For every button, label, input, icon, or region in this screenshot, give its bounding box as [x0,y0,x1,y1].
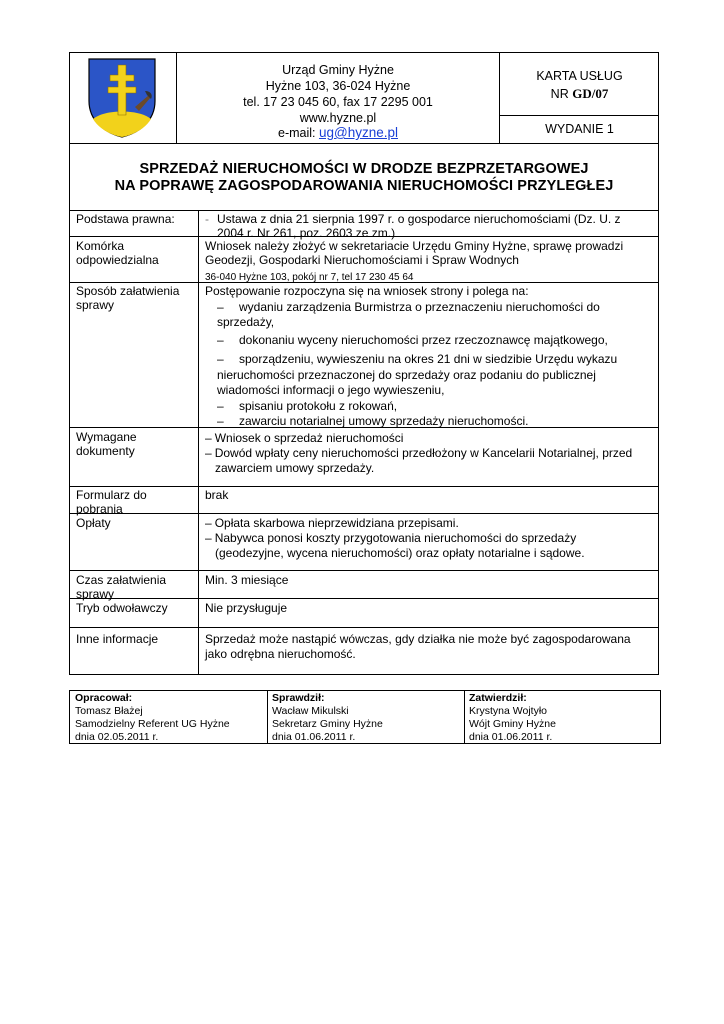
procedure-label [76,284,200,312]
procedure-intro: Postępowanie rozpoczyna się na wniosek strony i polega na: [205,284,529,298]
time-label-line-2: sprawy [76,587,115,601]
procedure-item-1-cont: sprzedaży, [217,315,275,329]
legal-basis-line-2: 2004 r. Nr 261, poz. 2603 ze zm.) [217,226,396,240]
unit-line-3: 36-040 Hyżne 103, pokój nr 7, tel 17 230 45 64 [205,272,414,283]
checked-date: dnia 01.06.2011 r. [272,731,356,743]
other-line-2: jako odrębna nieruchomość. [205,647,356,661]
card-number-prefix: NR [550,87,573,101]
title-line-1: SPRZEDAŻ NIERUCHOMOŚCI W DRODZE BEZPRZETARGOWEJ [139,161,589,177]
fees-label: Opłaty [76,516,111,530]
documents-item-1: – Wniosek o sprzedaż nieruchomości [205,431,404,445]
procedure-item-3: – sporządzeniu, wywieszeniu na okres 21 dni w siedzibie Urzędu wykazu [217,352,618,366]
form-label-line-1: Formularz do [76,488,147,502]
unit-line-2: Geodezji, Gospodarki Nieruchomościami i Spraw Wodnych [205,253,519,267]
legal-basis-marker: - [205,212,209,226]
checked-block [272,692,462,744]
fees-item-2-cont: (geodezyjne, wycena nieruchomości) oraz opłaty notarialne i sądowe. [215,546,585,560]
legal-basis-line-1: Ustawa z dnia 21 sierpnia 1997 r. o gospodarce nieruchomościami (Dz. U. z [217,212,621,226]
procedure-label-line-1: Sposób załatwienia [76,284,180,298]
appeal-value: Nie przysługuje [205,601,288,615]
row-divider [69,570,659,571]
time-label [76,573,200,601]
other-label: Inne informacje [76,632,159,646]
approved-name: Krystyna Wojtyło [469,705,547,717]
row-divider [69,486,659,487]
email-label: e-mail: [278,126,319,140]
office-phone: tel. 17 23 045 60, fax 17 2295 001 [243,95,433,109]
procedure-item-5: – zawarciu notarialnej umowy sprzedaży nieruchomości. [217,414,529,428]
unit-label-line-1: Komórka [76,239,125,253]
prepared-date: dnia 02.05.2011 r. [75,731,159,743]
documents-label-line-1: Wymagane [76,430,137,444]
time-value: Min. 3 miesiące [205,573,289,587]
unit-value [205,239,657,284]
office-address: Hyżne 103, 36-024 Hyżne [265,79,411,93]
other-line-1: Sprzedaż może nastąpić wówczas, gdy działka nie może być zagospodarowana [205,632,631,646]
title-line-2: NA POPRAWĘ ZAGOSPODAROWANIA NIERUCHOMOŚCI PRZYLEGŁEJ [114,178,614,194]
approved-heading: Zatwierdził: [469,692,527,704]
procedure-label-line-2: sprawy [76,298,115,312]
form-label-line-2: pobrania [76,502,123,516]
card-number [500,86,659,103]
checked-name: Wacław Mikulski [272,705,349,717]
prepared-heading: Opracował: [75,692,133,704]
appeal-label: Tryb odwoławczy [76,601,168,615]
prepared-block [75,692,265,744]
time-label-line-1: Czas załatwienia [76,573,167,587]
office-email [177,125,499,142]
fees-item-2: – Nabywca ponosi koszty przygotowania nieruchomości do sprzedaży [205,531,577,545]
checked-role: Sekretarz Gminy Hyżne [272,718,383,730]
prepared-name: Tomasz Błażej [75,705,143,717]
card-number-value: GD/07 [572,86,609,101]
office-website[interactable]: www.hyzne.pl [299,111,377,125]
documents-label [76,430,200,458]
fees-item-1: – Opłata skarbowa nieprzewidziana przepisami. [205,516,459,530]
procedure-value [205,284,657,430]
procedure-item-3-cont-1: nieruchomości przeznaczonej do sprzedaży oraz podaniu do publicznej [217,367,596,382]
card-title: KARTA USŁUG [536,69,623,83]
legal-basis-label: Podstawa prawna: [76,212,175,226]
unit-label-line-2: odpowiedzialna [76,253,159,267]
fees-value [205,516,657,561]
signature-divider-2 [464,690,465,744]
form-value: brak [205,488,229,502]
documents-value [205,431,657,476]
approved-block [469,692,659,744]
legal-basis-value [205,212,657,240]
edition: WYDANIE 1 [545,122,614,136]
checked-heading: Sprawdził: [272,692,325,704]
documents-item-2-cont: zawarciem umowy sprzedaży. [215,461,375,475]
procedure-item-2: – dokonaniu wyceny nieruchomości przez rzeczoznawcę majątkowego, [217,332,608,347]
approved-role: Wójt Gminy Hyżne [469,718,556,730]
unit-line-1: Wniosek należy złożyć w sekretariacie Urzędu Gminy Hyżne, sprawę prowadzi [205,239,624,253]
other-value [205,632,657,662]
unit-label [76,239,200,267]
approved-date: dnia 01.06.2011 r. [469,731,553,743]
documents-item-2: – Dowód wpłaty ceny nieruchomości przedłożony w Kancelarii Notarialnej, przed [205,446,633,460]
office-name: Urząd Gminy Hyżne [282,63,394,77]
documents-label-line-2: dokumenty [76,444,135,458]
prepared-role: Samodzielny Referent UG Hyżne [75,718,230,730]
signature-divider-1 [267,690,268,744]
procedure-item-1: – wydaniu zarządzenia Burmistrza o przeznaczeniu nieruchomości do [217,299,600,314]
header-divider-3 [499,115,659,116]
coat-of-arms-icon [87,57,157,139]
row-divider [69,627,659,628]
procedure-item-4: – spisaniu protokołu z rokowań, [217,398,398,413]
procedure-item-3-cont-2: wiadomości informacji o jego wywieszeniu, [217,383,445,397]
form-label [76,488,200,516]
email-link[interactable]: ug@hyzne.pl [318,125,398,140]
